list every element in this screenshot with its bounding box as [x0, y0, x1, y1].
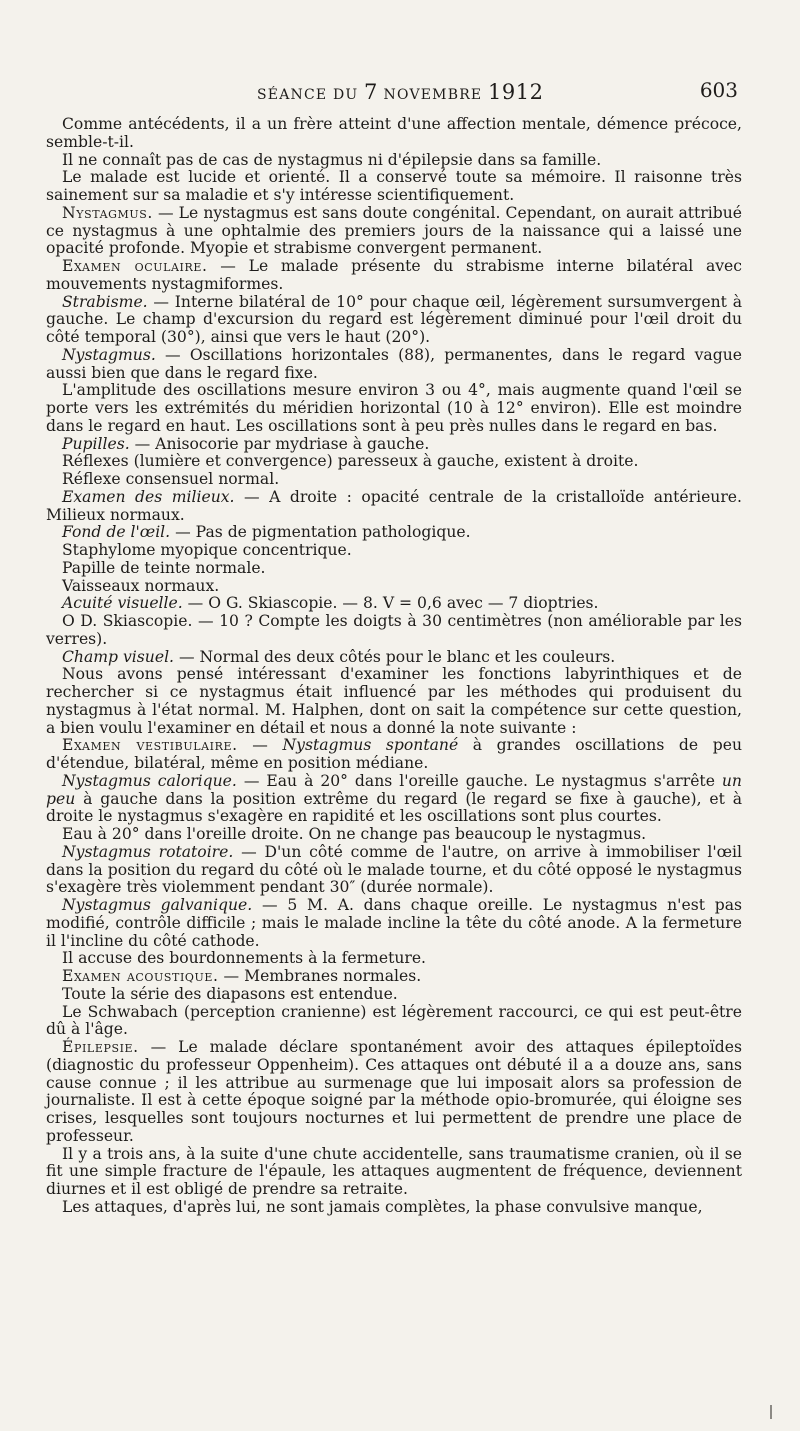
paragraph-text: — Anisocorie par mydriase à gauche. [129, 434, 430, 453]
running-head-year: 1912 [488, 80, 544, 104]
paragraph [46, 666, 742, 737]
paragraph-text: — A droite : opacité centrale de la cristalloïde antérieure. Milieux normaux. [46, 487, 742, 524]
paragraph [46, 560, 742, 578]
paragraph-text: L'amplitude des oscillations mesure environ 3 ou 4°, mais augmente quand l'œil se porte vers les extrémités du méridien horizontal (10 à 12° environ). Elle est moindre dans le regard en haut. Les oscillations sont à peu près nulles dans le regard en bas. [46, 381, 742, 435]
paragraph [46, 950, 742, 968]
paragraph [46, 471, 742, 489]
paragraph-text: Eau à 20° dans l'oreille droite. On ne change pas beaucoup le nystagmus. [62, 825, 647, 843]
page-header [62, 78, 738, 106]
paragraph [46, 897, 742, 950]
paragraph-text: Le malade est lucide et orienté. Il a conservé toute sa mémoire. Il raisonne très sainement sur sa maladie et s'y intéresse scientifiquement. [46, 168, 742, 204]
paragraph-text: Réflexes (lumière et convergence) paresseux à gauche, existent à droite. [62, 452, 639, 471]
paragraph [46, 453, 742, 471]
paragraph [46, 116, 742, 152]
paragraph [46, 524, 742, 542]
paragraph [46, 986, 742, 1004]
paragraph-text: à grandes oscillations de peu d'étendue, bilatéral, même en position médiane. [46, 736, 742, 772]
margin-mark [770, 1405, 772, 1419]
section-heading: Examen oculaire. [62, 257, 208, 275]
paragraph [46, 152, 742, 170]
paragraph-text: — Eau à 20° dans l'oreille gauche. Le nystagmus s'arrête [236, 771, 722, 790]
running-head-day: 7 [364, 80, 378, 104]
paragraph [46, 578, 742, 596]
paragraph-text: Comme antécédents, il a un frère atteint d'une affection mentale, démence précoce, semble-t-il. [46, 115, 742, 151]
paragraph [46, 613, 742, 649]
italic-term: Nystagmus galvanique. [62, 896, 253, 914]
paragraph [46, 844, 742, 897]
paragraph-text: Vaisseaux normaux. [62, 576, 220, 595]
paragraph [46, 169, 742, 205]
paragraph [46, 595, 742, 613]
italic-term: Acuité visuelle. [62, 594, 183, 613]
paragraph-text: — [237, 736, 283, 755]
paragraph [46, 258, 742, 294]
paragraph-text: Toute la série des diapasons est entendue. [62, 984, 398, 1003]
italic-term: Strabisme. [62, 292, 148, 311]
italic-term: Fond de l'œil. [62, 523, 171, 542]
italic-term: Nystagmus. [62, 345, 156, 364]
paragraph-text: Le Schwabach (perception cranienne) est légèrement raccourci, ce qui est peut-être dû à l'âge. [46, 1002, 742, 1039]
paragraph [46, 542, 742, 560]
paragraph-text: à gauche dans la position extrême du regard (le regard se fixe à gauche), et à droite le nystagmus s'exagère en rapidité et les oscillations sont plus courtes. [46, 789, 742, 826]
paragraph [46, 1039, 742, 1146]
paragraph [46, 489, 742, 525]
paragraph-text: Les attaques, d'après lui, ne sont jamais complètes, la phase convulsive manque, [62, 1197, 703, 1216]
paragraph [46, 347, 742, 383]
paragraph-text: — Interne bilatéral de 10° pour chaque œil, légèrement sursumvergent à gauche. Le champ d'excursion du regard est légèrement diminué pour l'œil droit du côté temporal (30°), ainsi que vers le haut (20°). [46, 292, 742, 346]
paragraph-text: — Pas de pigmentation pathologique. [170, 523, 471, 542]
paragraph [46, 773, 742, 826]
italic-term: Pupilles. [62, 434, 130, 453]
paragraph [46, 294, 742, 347]
paragraph-text: — Le malade déclare spontanément avoir des attaques épileptoïdes (diagnostic du professeur Oppenheim). Ces attaques ont débuté il a a douze ans, sans cause connue ; il les attribue au surmenage que lui imposait alors sa profession de journaliste. Il est à cette époque soigné par la méthode opio-bromurée, qui éloigne ses crises, lesquelles sont toujours nocturnes et lui permettent de prendre une place de professeur. [46, 1038, 742, 1145]
paragraph-text: Réflexe consensuel normal. [62, 470, 280, 488]
section-heading: Examen vestibulaire. [62, 736, 238, 755]
paragraph-text: O D. Skiascopie. — 10 ? Compte les doigts à 30 centimètres (non améliorable par les verres). [46, 612, 742, 648]
paragraph-text: Staphylome myopique concentrique. [62, 541, 352, 559]
paragraph-text: Il ne connaît pas de cas de nystagmus ni d'épilepsie dans sa famille. [62, 150, 602, 169]
italic-term: Nystagmus rotatoire. [62, 842, 234, 861]
paragraph [46, 649, 742, 667]
paragraph [46, 382, 742, 435]
paragraph-text: — Le nystagmus est sans doute congénital. Cependant, on aurait attribué ce nystagmus à une ophtalmie des premiers jours de la naissance qui a laissé une opacité profonde. Myopie et strabisme convergent permanent. [46, 203, 742, 258]
paragraph-text: Il y a trois ans, à la suite d'une chute accidentelle, sans traumatisme cranien, où il se fit une simple fracture de l'épaule, les attaques augmentent de fréquence, deviennent diurnes et il est obligé de prendre sa retraite. [46, 1144, 742, 1198]
paragraph [46, 436, 742, 454]
section-heading: Examen acoustique. [62, 967, 219, 985]
running-head-session: SÉANCE DU [257, 87, 365, 103]
paragraph-text: Papille de teinte normale. [62, 558, 266, 577]
paragraph-text: — D'un côté comme de l'autre, on arrive à immobiliser l'œil dans la position du regard du côté où le malade tourne, et du côté opposé le nystagmus s'exagère très violemment pendant 30″ (durée normale). [46, 842, 743, 897]
paragraph-text: — Membranes normales. [218, 967, 422, 985]
page-number: 603 [699, 78, 738, 102]
paragraph-text: — Le malade présente du strabisme interne bilatéral avec mouvements nystagmiformes. [46, 257, 743, 293]
paragraph-text: — Oscillations horizontales (88), permanentes, dans le regard vague aussi bien que dans le regard fixe. [46, 345, 742, 382]
paragraph-text: Il accuse des bourdonnements à la fermeture. [62, 949, 427, 968]
paragraph-text: — 5 M. A. dans chaque oreille. Le nystagmus n'est pas modifié, contrôle difficile ; mais le malade incline la tête du côté anode. A la fermeture il l'incline du côté cathode. [46, 896, 743, 950]
italic-term: Nystagmus calorique. [62, 771, 237, 790]
paragraph [46, 1146, 742, 1199]
paragraph-text: — O G. Skiascopie. — 8. V = 0,6 avec — 7 dioptries. [182, 594, 599, 613]
paragraph [46, 968, 742, 986]
running-head-month: NOVEMBRE [377, 87, 489, 103]
paragraph-text: — Normal des deux côtés pour le blanc et les couleurs. [174, 647, 616, 666]
paragraph [46, 826, 742, 844]
paragraph [46, 205, 742, 258]
paragraph-text: Nous avons pensé intéressant d'examiner les fonctions labyrinthiques et de rechercher si ce nystagmus était influencé par les méthodes qui produisent du nystagmus à l'état normal. M. Halphen, dont on sait la compétence sur cette question, a bien voulu l'examiner en détail et nous a donné la note suivante : [46, 665, 742, 737]
italic-term: Champ visuel. [62, 647, 175, 666]
paragraph [46, 1199, 742, 1217]
italic-term: un peu [46, 771, 742, 808]
section-heading: Nystagmus. [62, 203, 153, 222]
italic-term: Nystagmus spontané [282, 736, 459, 755]
running-head [257, 80, 543, 104]
body-text [46, 116, 742, 1217]
section-heading: Épilepsie. [62, 1038, 139, 1056]
paragraph [46, 1004, 742, 1040]
paragraph [46, 737, 742, 773]
italic-term: Examen des milieux. [62, 487, 235, 506]
